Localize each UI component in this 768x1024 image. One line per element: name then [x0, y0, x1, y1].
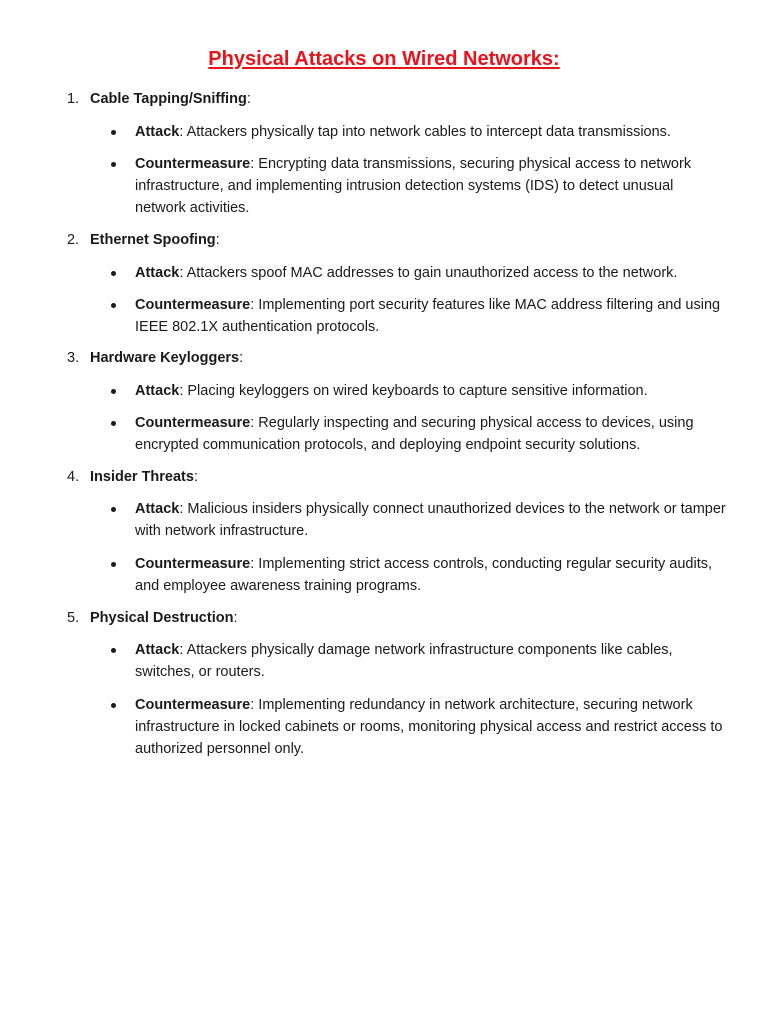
item-number: 5.: [67, 610, 80, 626]
item-heading-text: Hardware Keyloggers: [90, 350, 240, 366]
attack-label: Attack: [135, 501, 180, 517]
item-number: 1.: [67, 91, 80, 107]
attack-description: : Attackers physically tap into network cables to intercept data transmissions.: [179, 124, 671, 140]
countermeasure-description: : Implementing port security features like MAC address filtering and using IEEE 802.1X authentication protocols.: [135, 297, 721, 336]
bullet-dot: [111, 703, 116, 708]
attack-text: [135, 262, 727, 284]
attack-text: [135, 380, 727, 402]
countermeasure-text: [135, 412, 727, 456]
attack-label: Attack: [135, 265, 180, 281]
countermeasure-label: Countermeasure: [135, 156, 251, 172]
attack-description: : Attackers spoof MAC addresses to gain unauthorized access to the network.: [179, 265, 678, 281]
bullet-dot: [111, 648, 116, 653]
item-heading-text: Ethernet Spoofing: [90, 232, 216, 248]
countermeasure-description: : Encrypting data transmissions, securing physical access to network infrastructure, and implementing intrusion detection systems (IDS) to detect unusual network activities.: [135, 156, 692, 217]
attack-label: Attack: [135, 383, 180, 399]
bullet-dot: [111, 562, 116, 567]
item-heading: [90, 347, 243, 369]
heading-colon: :: [239, 350, 244, 366]
heading-colon: :: [246, 91, 251, 107]
item-heading: [90, 607, 237, 629]
countermeasure-label: Countermeasure: [135, 415, 251, 431]
attack-text: [135, 121, 727, 143]
attack-description: : Attackers physically damage network infrastructure components like cables, switches, or routers.: [135, 642, 673, 681]
countermeasure-description: : Implementing strict access controls, conducting regular security audits, and employee awareness training programs.: [135, 556, 713, 595]
heading-colon: :: [193, 469, 198, 485]
bullet-dot: [111, 162, 116, 167]
bullet-dot: [111, 389, 116, 394]
bullet-dot: [111, 303, 116, 308]
countermeasure-description: : Regularly inspecting and securing physical access to devices, using encrypted communication protocols, and deploying endpoint security solutions.: [135, 415, 694, 454]
countermeasure-text: [135, 294, 727, 338]
bullet-dot: [111, 507, 116, 512]
countermeasure-text: [135, 553, 727, 597]
countermeasure-description: : Implementing redundancy in network architecture, securing network infrastructure in locked cabinets or rooms, monitoring physical access and restrict access to authorized personnel only.: [135, 697, 723, 758]
item-heading-text: Cable Tapping/Sniffing: [90, 91, 247, 107]
attack-text: [135, 498, 727, 542]
countermeasure-label: Countermeasure: [135, 697, 251, 713]
item-heading: [90, 466, 198, 488]
document-title: Physical Attacks on Wired Networks:: [208, 48, 560, 70]
attack-description: : Placing keyloggers on wired keyboards to capture sensitive information.: [179, 383, 648, 399]
item-number: 4.: [67, 469, 80, 485]
attack-label: Attack: [135, 124, 180, 140]
bullet-dot: [111, 421, 116, 426]
item-heading-text: Physical Destruction: [90, 610, 234, 626]
item-number: 2.: [67, 232, 80, 248]
countermeasure-text: [135, 153, 727, 220]
attack-description: : Malicious insiders physically connect unauthorized devices to the network or tamper with network infrastructure.: [135, 501, 726, 540]
heading-colon: :: [215, 232, 220, 248]
countermeasure-text: [135, 694, 727, 761]
item-heading-text: Insider Threats: [90, 469, 194, 485]
item-heading: [90, 229, 220, 251]
attack-text: [135, 639, 727, 683]
item-number: 3.: [67, 350, 80, 366]
countermeasure-label: Countermeasure: [135, 556, 251, 572]
bullet-dot: [111, 271, 116, 276]
bullet-dot: [111, 130, 116, 135]
item-heading: [90, 88, 251, 110]
heading-colon: :: [233, 610, 238, 626]
countermeasure-label: Countermeasure: [135, 297, 251, 313]
attack-label: Attack: [135, 642, 180, 658]
